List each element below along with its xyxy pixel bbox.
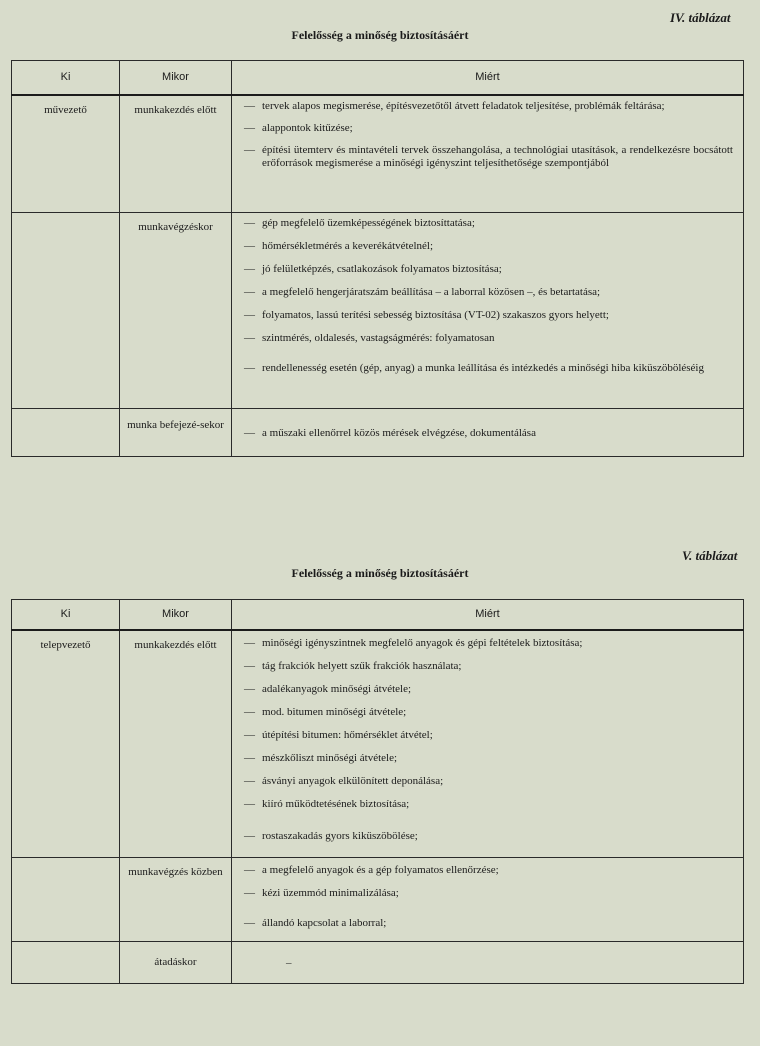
table-5-title: Felelősség a minőség biztosításáért	[291, 566, 469, 580]
table-5	[11, 599, 744, 984]
mikor-cell: munkavégzés közben	[120, 858, 232, 942]
ki-cell-empty	[12, 942, 120, 984]
list-item: — szintmérés, oldalesés, vastagságmérés: folyamatosan	[244, 332, 733, 345]
ki-cell: telepvezető	[12, 630, 120, 858]
mikor-cell: munkakezdés előtt	[120, 95, 232, 213]
list-item: — folyamatos, lassú terítési sebesség biztosítása (VT-02) szakaszos gyors helyett;	[244, 309, 733, 322]
table-header-row	[12, 61, 744, 95]
table-row	[12, 858, 744, 942]
table-row	[12, 942, 744, 984]
header-mikor: Mikor	[120, 61, 232, 95]
miert-cell	[232, 858, 744, 942]
table-4-title: Felelősség a minőség biztosításáért	[291, 28, 469, 42]
list-item: — ásványi anyagok elkülönített deponálása;	[244, 775, 733, 788]
ki-cell-empty	[12, 213, 120, 409]
list-item: — a műszaki ellenőrrel közös mérések elvégzése, dokumentálása	[244, 427, 733, 440]
list-item: — állandó kapcsolat a laborral;	[244, 917, 733, 930]
header-miert: Miért	[232, 600, 744, 630]
miert-cell	[232, 95, 744, 213]
ki-cell: művezető	[12, 95, 120, 213]
header-ki: Ki	[12, 600, 120, 630]
list-item: — kiíró működtetésének biztosítása;	[244, 798, 733, 811]
table-row	[12, 409, 744, 457]
list-item: — tervek alapos megismerése, építésvezetőtől átvett feladatok teljesítése, problémák feltárása;	[244, 100, 733, 113]
empty-dash: –	[286, 957, 292, 969]
table-row	[12, 630, 744, 858]
table-row	[12, 213, 744, 409]
list-item: — adalékanyagok minőségi átvétele;	[244, 683, 733, 696]
list-item: — a megfelelő hengerjáratszám beállítása – a laborral közösen –, és betartatása;	[244, 286, 733, 299]
table-4	[11, 60, 744, 457]
mikor-cell: munkakezdés előtt	[120, 630, 232, 858]
header-miert: Miért	[232, 61, 744, 95]
list-item: — útépítési bitumen: hőmérséklet átvétel;	[244, 729, 733, 742]
miert-cell	[232, 630, 744, 858]
list-item: — mod. bitumen minőségi átvétele;	[244, 706, 733, 719]
ki-cell-empty	[12, 409, 120, 457]
mikor-cell: átadáskor	[120, 942, 232, 984]
list-item: — rendellenesség esetén (gép, anyag) a munka leállítása és intézkedés a minőségi hiba kiküszöböléséig	[244, 362, 733, 375]
list-item: — tág frakciók helyett szűk frakciók használata;	[244, 660, 733, 673]
list-item: — hőmérsékletmérés a keverékátvételnél;	[244, 240, 733, 253]
mikor-cell: munka befejezé-sekor	[120, 409, 232, 457]
list-item: — a megfelelő anyagok és a gép folyamatos ellenőrzése;	[244, 864, 733, 877]
table-row	[12, 95, 744, 213]
list-item: — minőségi igényszintnek megfelelő anyagok és gépi feltételek biztosítása;	[244, 637, 733, 650]
list-item: — gép megfelelő üzemképességének biztosíttatása;	[244, 217, 733, 230]
miert-cell	[232, 942, 744, 984]
miert-cell	[232, 409, 744, 457]
table-header-row	[12, 600, 744, 630]
table-5-label: V. táblázat	[682, 548, 738, 563]
header-mikor: Mikor	[120, 600, 232, 630]
list-item: — rostaszakadás gyors kiküszöbölése;	[244, 830, 733, 843]
miert-cell	[232, 213, 744, 409]
list-item: — építési ütemterv és mintavételi tervek összehangolása, a technológiai utasítások, a rendelkezésre bocsátott erőforrások megismerése a minőségi igényszint teljesíthetősége szempontjából	[244, 144, 733, 170]
mikor-cell: munkavégzéskor	[120, 213, 232, 409]
list-item: — alappontok kitűzése;	[244, 122, 733, 135]
list-item: — mészkőliszt minőségi átvétele;	[244, 752, 733, 765]
list-item: — kézi üzemmód minimalizálása;	[244, 887, 733, 900]
list-item: — jó felületképzés, csatlakozások folyamatos biztosítása;	[244, 263, 733, 276]
table-4-label: IV. táblázat	[670, 10, 731, 25]
ki-cell-empty	[12, 858, 120, 942]
header-ki: Ki	[12, 61, 120, 95]
